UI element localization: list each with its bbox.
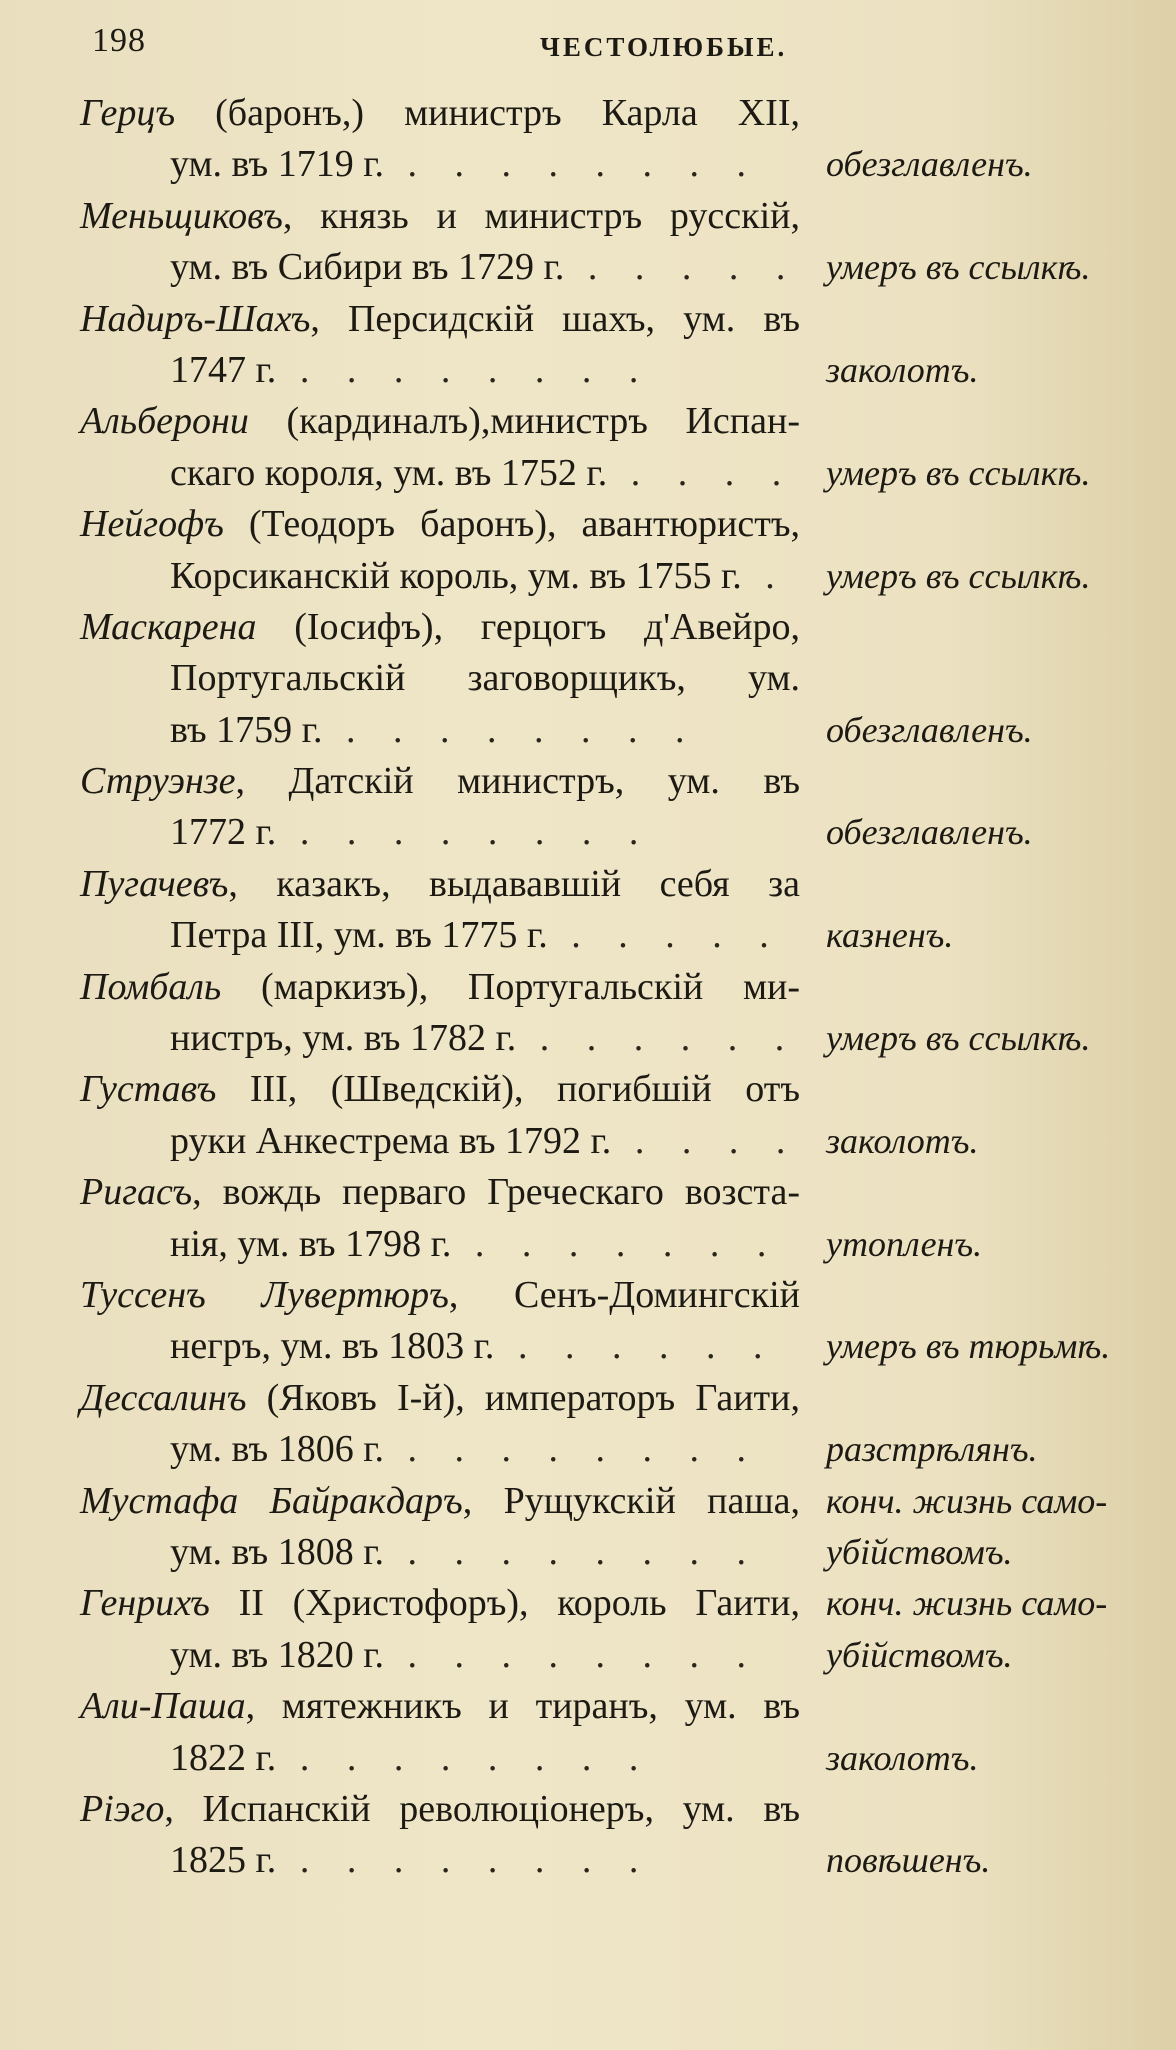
leader-dots: . . . . . . . xyxy=(451,1222,781,1265)
entry-text xyxy=(170,705,800,756)
entry-death: въ 1759 г. xyxy=(170,708,323,751)
entry-text xyxy=(170,1527,800,1578)
leader-dots: . . . . xyxy=(607,451,796,494)
entry-line xyxy=(0,705,1176,756)
entry-line xyxy=(0,1476,1176,1527)
entry-death: 1825 г. xyxy=(170,1839,277,1882)
entry-death: Португальскій заговорщикъ, ум. xyxy=(170,657,800,700)
entry-fate: умеръ въ ссылкѣ. xyxy=(826,452,1091,493)
leader-dots: . . . . . . . . xyxy=(384,143,760,186)
entry-death: 1772 г. xyxy=(170,811,277,854)
entry-text xyxy=(80,88,800,139)
entry-fate: казненъ. xyxy=(826,915,954,956)
entry-text xyxy=(170,1835,800,1886)
entry-line xyxy=(0,1578,1176,1629)
entry-text xyxy=(80,602,800,653)
entry-description: (баронъ,) министръ Карла XII, xyxy=(175,92,800,134)
entry-line xyxy=(0,396,1176,447)
leader-dots: . xyxy=(741,554,789,597)
entry-name: Надиръ-Шахъ xyxy=(80,297,311,340)
page-number: 198 xyxy=(92,22,146,59)
entry-description: , Датскій министръ, ум. въ xyxy=(235,760,800,803)
entry-line xyxy=(0,139,1176,190)
entry-description: (маркизъ), Португальскій ми- xyxy=(221,965,800,1008)
entry-line xyxy=(0,910,1176,961)
entry-fate: заколотъ. xyxy=(826,349,979,390)
entry-description: (Яковъ I-й), императоръ Гаити, xyxy=(246,1376,800,1419)
entry-text xyxy=(170,242,800,293)
entry-description: , Рущукскій паша, xyxy=(462,1479,800,1522)
entry-line xyxy=(0,1373,1176,1424)
entry-line xyxy=(0,1527,1176,1578)
entry-fate: конч. жизнь само- xyxy=(826,1480,1108,1521)
entry-line xyxy=(0,859,1176,910)
entry-line xyxy=(0,1424,1176,1475)
entry-text xyxy=(170,1630,800,1681)
entry-fate: утопленъ. xyxy=(826,1223,983,1264)
entry-description: , казакъ, выдававшій себя за xyxy=(228,862,800,905)
entry-text xyxy=(80,1167,800,1218)
entry-text xyxy=(170,551,800,602)
entry-death: скаго короля, ум. въ 1752 г. xyxy=(170,451,608,494)
entry-description: II (Христофоръ), король Гаити, xyxy=(209,1582,800,1625)
entry-line xyxy=(0,1630,1176,1681)
entry-text xyxy=(80,756,800,807)
entry-fate: умеръ въ ссылкѣ. xyxy=(826,1018,1091,1059)
entry-fate: заколотъ. xyxy=(826,1737,979,1778)
entry-text xyxy=(80,1476,800,1527)
entry-description: (кардиналъ),министръ Испан- xyxy=(248,400,800,443)
entry-death: 1822 г. xyxy=(170,1736,277,1779)
entry-line xyxy=(0,602,1176,653)
entry-line xyxy=(0,1681,1176,1732)
entry-line xyxy=(0,191,1176,242)
entry-text xyxy=(170,139,800,190)
entry-line xyxy=(0,1013,1176,1064)
entry-death: ум. въ 1808 г. xyxy=(170,1530,384,1573)
entry-text xyxy=(170,910,800,961)
entry-death: ум. въ 1820 г. xyxy=(170,1633,384,1676)
leader-dots: . . . . . . xyxy=(516,1017,799,1060)
leader-dots: . . . . . . . . xyxy=(384,1428,760,1471)
entry-line xyxy=(0,1064,1176,1115)
entry-text xyxy=(170,1116,800,1167)
entry-line xyxy=(0,499,1176,550)
entry-line xyxy=(0,1116,1176,1167)
entry-name: Помбаль xyxy=(80,965,222,1008)
leader-dots: . . . . . . . . xyxy=(384,1633,760,1676)
entry-fate: обезглавленъ. xyxy=(826,144,1033,185)
entry-fate: обезглавленъ. xyxy=(826,812,1033,853)
entry-name: Нейгофъ xyxy=(80,503,224,546)
page-header xyxy=(0,22,1176,72)
entry-line xyxy=(0,1270,1176,1321)
entry-line xyxy=(0,88,1176,139)
entry-death: ум. въ 1719 г. xyxy=(170,143,384,186)
leader-dots: . . . . . . . . xyxy=(322,708,699,751)
entry-death: нистръ, ум. въ 1782 г. xyxy=(170,1017,517,1060)
entry-name: Струэнзе xyxy=(80,760,236,803)
entry-line xyxy=(0,962,1176,1013)
entry-description: (Іосифъ), герцогъ д'Авейро, xyxy=(256,605,800,648)
entry-text xyxy=(170,653,800,704)
entry-line xyxy=(0,448,1176,499)
entry-name: Маскарена xyxy=(80,605,257,648)
entry-text xyxy=(80,1784,800,1835)
leader-dots: . . . . xyxy=(611,1119,800,1162)
entry-line xyxy=(0,242,1176,293)
entry-text xyxy=(80,294,800,345)
entry-death: нія, ум. въ 1798 г. xyxy=(170,1222,452,1265)
entry-death: негръ, ум. въ 1803 г. xyxy=(170,1325,495,1368)
entry-line xyxy=(0,653,1176,704)
entry-line xyxy=(0,756,1176,807)
leader-dots: . . . . . . . . xyxy=(384,1530,760,1573)
entry-death: Корсиканскій король, ум. въ 1755 г. xyxy=(170,554,742,597)
entry-text xyxy=(80,1270,800,1321)
entry-fate: убійствомъ. xyxy=(826,1634,1013,1675)
entry-description: , князь и министръ русскій, xyxy=(282,194,800,237)
entry-name: Альберони xyxy=(80,400,249,443)
leader-dots: . . . . . . . . xyxy=(276,1839,653,1882)
entry-description: , Персидскій шахъ, ум. въ xyxy=(310,297,800,340)
entry-name: Ріэго xyxy=(80,1787,165,1830)
entry-line xyxy=(0,1167,1176,1218)
entry-name: Меньщиковъ xyxy=(80,194,283,237)
entry-text xyxy=(80,191,800,242)
entry-text xyxy=(170,1219,800,1270)
entry-name: Ригасъ xyxy=(80,1171,193,1214)
leader-dots: . . . . . . . . xyxy=(276,1736,653,1779)
entry-text xyxy=(80,499,800,550)
leader-dots: . . . . . xyxy=(564,246,800,289)
entry-fate: конч. жизнь само- xyxy=(826,1583,1108,1624)
entry-line xyxy=(0,551,1176,602)
entry-name: Генрихъ xyxy=(80,1582,210,1625)
entry-line xyxy=(0,345,1176,396)
entry-description: III, (Шведскій), погибшій отъ xyxy=(216,1068,800,1111)
entry-line xyxy=(0,807,1176,858)
entry-death: ум. въ 1806 г. xyxy=(170,1428,384,1471)
entry-text xyxy=(170,1733,800,1784)
leader-dots: . . . . . . xyxy=(494,1325,777,1368)
entry-name: Али-Паша xyxy=(80,1685,246,1728)
entry-description: (Теодоръ баронъ), авантюристъ, xyxy=(223,503,800,546)
entry-text xyxy=(80,1064,800,1115)
entry-text xyxy=(170,1013,800,1064)
entry-fate: обезглавленъ. xyxy=(826,709,1033,750)
entry-name: Пугачевъ xyxy=(80,862,229,905)
entry-text xyxy=(170,807,800,858)
entry-text xyxy=(170,1321,800,1372)
entry-fate: разстрѣлянъ. xyxy=(826,1429,1038,1470)
leader-dots: . . . . . xyxy=(547,914,783,957)
entry-description: , Испанскій революціонеръ, ум. въ xyxy=(164,1787,800,1830)
entry-description: , вождь перваго Греческаго возста- xyxy=(192,1171,800,1214)
entry-description: , Сенъ-Домингскій xyxy=(448,1273,800,1316)
entry-death: ум. въ Сибири въ 1729 г. xyxy=(170,246,565,289)
entries-list xyxy=(0,88,1176,1887)
entry-line xyxy=(0,294,1176,345)
entry-name: Густавъ xyxy=(80,1068,217,1111)
leader-dots: . . . . . . . . xyxy=(276,811,653,854)
entry-text xyxy=(80,1681,800,1732)
entry-line xyxy=(0,1219,1176,1270)
entry-text xyxy=(170,1424,800,1475)
running-head: ЧЕСТОЛЮБЫЕ. xyxy=(540,32,788,62)
entry-name: Герцъ xyxy=(80,92,176,134)
entry-fate: умеръ въ тюрьмѣ. xyxy=(826,1326,1111,1367)
entry-text xyxy=(80,1578,800,1629)
entry-description: , мятежникъ и тиранъ, ум. въ xyxy=(245,1685,800,1728)
entry-line xyxy=(0,1784,1176,1835)
entry-name: Туссенъ Лувертюръ xyxy=(80,1273,449,1316)
entry-fate: умеръ въ ссылкѣ. xyxy=(826,247,1091,288)
entry-text xyxy=(80,859,800,910)
entry-text xyxy=(80,1373,800,1424)
entry-text xyxy=(80,962,800,1013)
entry-text xyxy=(170,448,800,499)
entry-name: Мустафа Байракдаръ xyxy=(80,1479,463,1522)
leader-dots: . . . . . . . . xyxy=(276,348,653,391)
entry-text xyxy=(170,345,800,396)
entry-text xyxy=(80,396,800,447)
entry-fate: умеръ въ ссылкѣ. xyxy=(826,555,1091,596)
entry-death: 1747 г. xyxy=(170,348,277,391)
entry-line xyxy=(0,1321,1176,1372)
entry-fate: убійствомъ. xyxy=(826,1531,1013,1572)
entry-fate: повѣшенъ. xyxy=(826,1840,991,1881)
entry-name: Дессалинъ xyxy=(80,1376,247,1419)
entry-death: руки Анкестрема въ 1792 г. xyxy=(170,1119,612,1162)
entry-line xyxy=(0,1733,1176,1784)
entry-line xyxy=(0,1835,1176,1886)
entry-death: Петра III, ум. въ 1775 г. xyxy=(170,914,548,957)
entry-fate: заколотъ. xyxy=(826,1120,979,1161)
